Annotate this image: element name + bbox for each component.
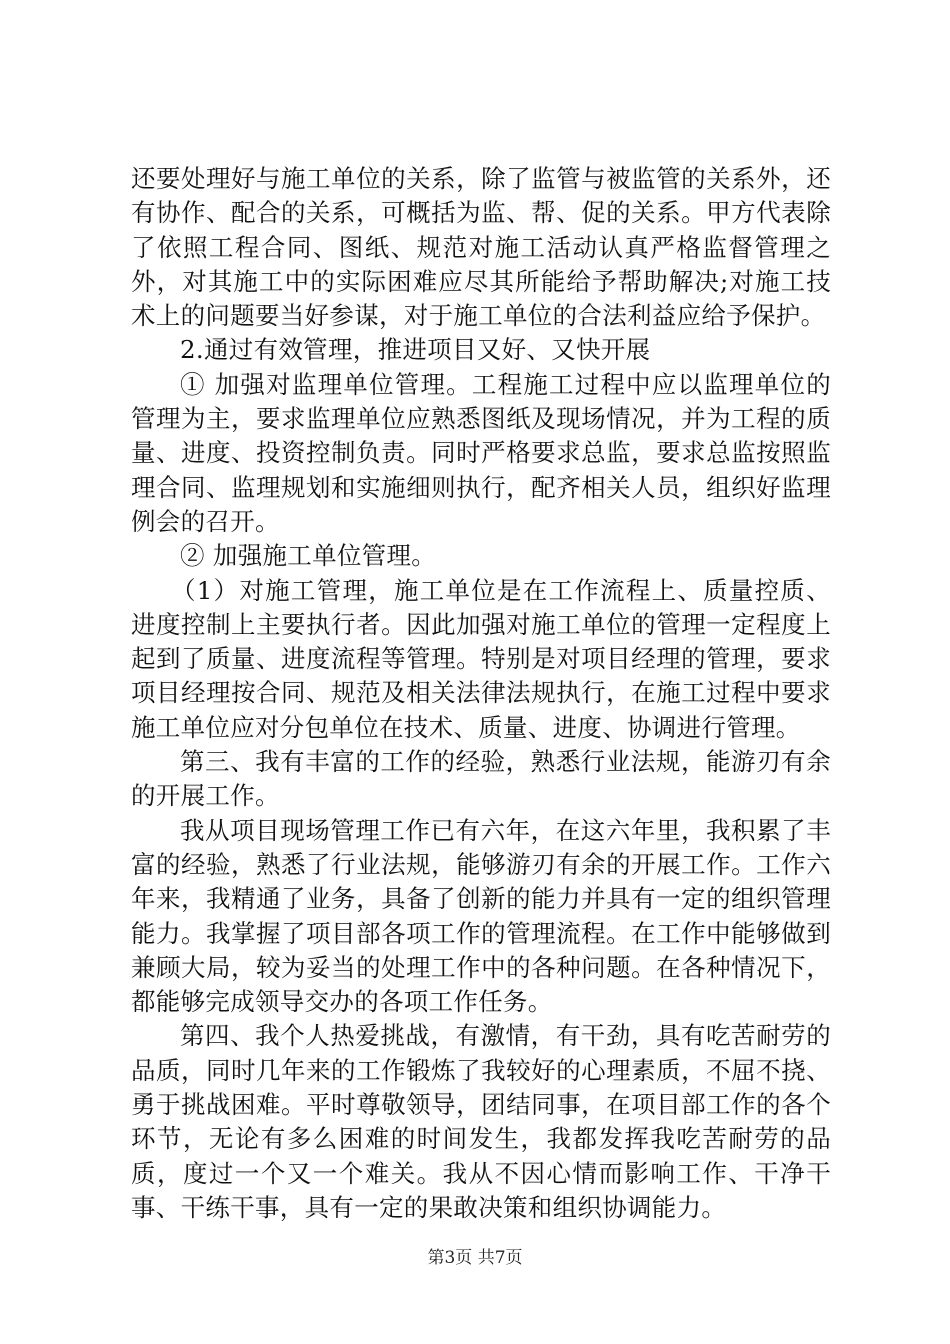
section-heading-effective-management: 2.通过有效管理，推进项目又好、又快开展 xyxy=(180,335,651,365)
page-number-footer: 第3页 共7页 xyxy=(427,1248,523,1268)
paragraph-supervision-unit: ① 加强对监理单位管理。工程施工过程中应以监理单位的管理为主，要求监理单位应熟悉图纸及现场情况，并为工程的质量、进度、投资控制负责。同时严格要求总监，要求总监按照监理合同、监理规划和实施细则执行，配齐相关人员，组织好监理例会的召开。 xyxy=(131,369,831,536)
paragraph-construction-management: （1）对施工管理，施工单位是在工作流程上、质量控质、进度控制上主要执行者。因此加强对施工单位的管理一定程度上起到了质量、进度流程等管理。特别是对项目经理的管理，要求项目经理按合同、规范及相关法律法规执行，在施工过程中要求施工单位应对分包单位在技术、质量、进度、协调进行管理。 xyxy=(131,575,831,742)
paragraph-fourth-point: 第四、我个人热爱挑战，有激情，有干劲，具有吃苦耐劳的品质，同时几年来的工作锻炼了我较好的心理素质，不屈不挠、勇于挑战困难。平时尊敬领导，团结同事，在项目部工作的各个环节，无论有多么困难的时间发生，我都发挥我吃苦耐劳的品质，度过一个又一个难关。我从不因心情而影响工作、干净干事、干练干事，具有一定的果敢决策和组织协调能力。 xyxy=(131,1021,831,1222)
paragraph-third-point: 第三、我有丰富的工作的经验，熟悉行业法规，能游刃有余的开展工作。 xyxy=(131,747,831,811)
paragraph-continuation: 还要处理好与施工单位的关系，除了监管与被监管的关系外，还有协作、配合的关系，可概括为监、帮、促的关系。甲方代表除了依照工程合同、图纸、规范对施工活动认真严格监督管理之外，对其施工中的实际困难应尽其所能给予帮助解决;对施工技术上的问题要当好参谋，对于施工单位的合法利益应给予保护。 xyxy=(131,164,831,331)
paragraph-experience: 我从项目现场管理工作已有六年，在这六年里，我积累了丰富的经验，熟悉了行业法规，能够游刃有余的开展工作。工作六年来，我精通了业务，具备了创新的能力并具有一定的组织管理能力。我掌握了项目部各项工作的管理流程。在工作中能够做到兼顾大局，较为妥当的处理工作中的各种问题。在各种情况下，都能够完成领导交办的各项工作任务。 xyxy=(131,815,831,1017)
subheading-construction-unit: ② 加强施工单位管理。 xyxy=(180,541,437,571)
document-body xyxy=(131,162,831,1225)
